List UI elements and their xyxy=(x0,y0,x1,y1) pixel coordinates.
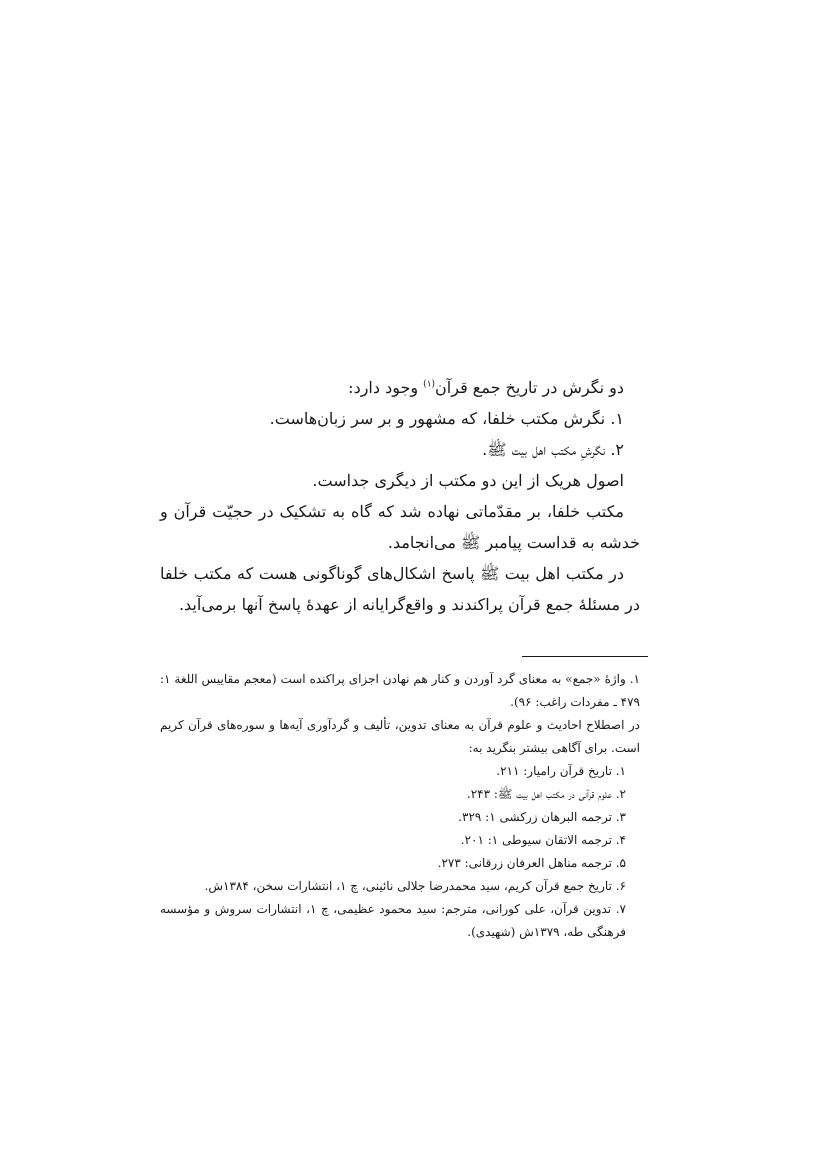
paragraph-caliphs: مکتب خلفا، بر مقدّماتی نهاده شد که گاه به تشکیک در حجیّت قرآن و خدشه به قداست پیامبر ﷺ می‌انجامد. xyxy=(160,502,640,552)
footnote-source: ۱. تاریخ قرآن رامیار: ۲۱۱. xyxy=(496,764,626,778)
footnote-source: ۳. ترجمه البرهان زرکشی ۱: ۳۲۹. xyxy=(458,810,626,824)
footnote-source: ۵. ترجمه مناهل العرفان زرقانی: ۲۷۳. xyxy=(437,856,626,870)
footnote-source: ۴. ترجمه الاتقان سیوطی ۱: ۲۰۱. xyxy=(460,833,626,847)
paragraph-item-1: ۱. نگرش مکتب خلفا، که مشهور و بر سر زبان‌هاست. xyxy=(269,409,624,428)
paragraph-intro xyxy=(160,372,640,403)
footnotes xyxy=(160,668,640,944)
paragraph-item-2: ۲. نگرشِ مکتب اهل بیت ﷺ. xyxy=(482,440,624,459)
footnote-ref[interactable]: (۱) xyxy=(423,379,436,390)
footnote-source: ۷. تدوین قرآن، علی کورانی، مترجم: سید محمود عظیمی، چ ۱، انتشارات سروش و مؤسسه فرهنگی طه، ۱۳۷۹ش (شهیدی). xyxy=(160,902,626,939)
footnote-source: ۶. تاریخ جمع قرآن کریم، سید محمدرضا جلالی نائینی، چ ۱، انتشارات سخن، ۱۳۸۴ش. xyxy=(204,879,626,893)
paragraph-ahlulbayt: در مکتب اهل بیت ﷺ پاسخ اشکال‌های گوناگونی هست که مکتب خلفا در مسئلهٔ جمع قرآن پراکندند و واقع‌گرایانه از عهدهٔ پاسخ آنها برمی‌آید. xyxy=(160,564,640,614)
paragraph-principles: اصول هریک از این دو مکتب از دیگری جداست. xyxy=(312,471,624,490)
intro-end: وجود دارد: xyxy=(348,378,424,397)
footnote-divider xyxy=(522,656,648,657)
intro-text: دو نگرش در تاریخ جمع قرآن xyxy=(435,378,624,397)
footnote-note: در اصطلاح احادیث و علوم قرآن به معنای تدوین، تألیف و گردآوری آیه‌ها و سوره‌های قرآن کریم است. برای آگاهی بیشتر بنگرید به: xyxy=(160,718,640,755)
footnote-source: ۲. علوم قرآنی در مکتب اهل بیت ﷺ: ۲۴۳. xyxy=(466,787,626,801)
main-text xyxy=(160,372,640,620)
footnote-1: ۱. واژهٔ «جمع» به معنای گرد آوردن و کنار هم نهادن اجزای پراکنده است (معجم مقاییس اللغة ۱: ۴۷۹ ـ مفردات راغب: ۹۶). xyxy=(160,672,640,709)
